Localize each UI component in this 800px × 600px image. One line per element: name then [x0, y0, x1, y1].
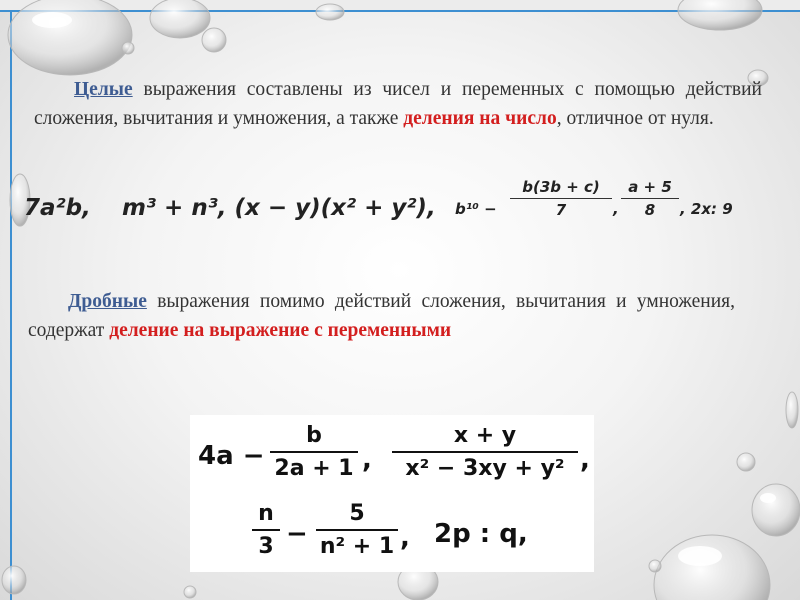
fraction-numerator: x + y [453, 423, 517, 448]
definition-text-1: выражения помимо действий сложения, вычитания и умножения, содержат [28, 291, 735, 341]
fraction-numerator: a + 5 [628, 178, 672, 196]
example-sum-and-product: m³ + n³, (x − y)(x² + y²), [122, 195, 436, 221]
minus-sign: − [286, 519, 308, 549]
highlight-division-by-number: деления на число [403, 108, 557, 129]
fraction-bar [392, 451, 578, 453]
fraction-denominator: n² + 1 [319, 534, 395, 559]
whole-expressions-definition [34, 75, 762, 133]
example-2p-div-q: 2p : q, [434, 519, 528, 549]
comma: , [613, 200, 619, 218]
fraction-a5-over-8 [621, 178, 679, 219]
term-whole: Целые [74, 79, 133, 100]
fraction-denominator: 7 [555, 201, 567, 219]
fraction-denominator: 8 [644, 201, 656, 219]
fraction-denominator: 2a + 1 [274, 456, 354, 481]
comma: , [580, 445, 590, 475]
fraction-5-over-n21 [316, 501, 398, 559]
term-fractional: Дробные [68, 291, 147, 312]
comma: , [362, 445, 372, 475]
example-b10-minus: b¹⁰ − [455, 200, 497, 218]
example-2x-div-9: , 2x: 9 [680, 200, 733, 218]
fraction-bar [621, 198, 679, 199]
fraction-bar [252, 529, 280, 531]
fraction-denominator: 3 [258, 534, 274, 559]
definition-text-2: , отличное от нуля. [556, 108, 714, 129]
fraction-xy-over-quadratic [392, 423, 578, 481]
example-4a-minus: 4a − [198, 441, 265, 471]
fraction-numerator: n [258, 501, 274, 526]
fraction-bar [270, 451, 358, 453]
fraction-denominator: x² − 3xy + y² [405, 456, 565, 481]
definition-text-1: выражения составлены из чисел и переменных с помощью действий сложения, вычитания и умножения, а также [34, 79, 762, 129]
highlight-division-by-variable-expression: деление на выражение с переменными [109, 320, 452, 341]
fraction-b3bc-over-7 [510, 178, 612, 219]
fraction-bar [510, 198, 612, 199]
fractional-expressions-definition [28, 287, 735, 345]
fraction-bar [316, 529, 398, 531]
example-7a2b: 7a²b, [24, 195, 91, 221]
fraction-numerator: b [306, 423, 322, 448]
comma: , [400, 523, 410, 553]
fraction-numerator: 5 [349, 501, 365, 526]
fraction-numerator: b(3b + c) [522, 178, 600, 196]
fractional-examples-box [190, 415, 594, 572]
fraction-b-over-2a1 [270, 423, 358, 481]
fraction-n-over-3 [252, 501, 280, 559]
